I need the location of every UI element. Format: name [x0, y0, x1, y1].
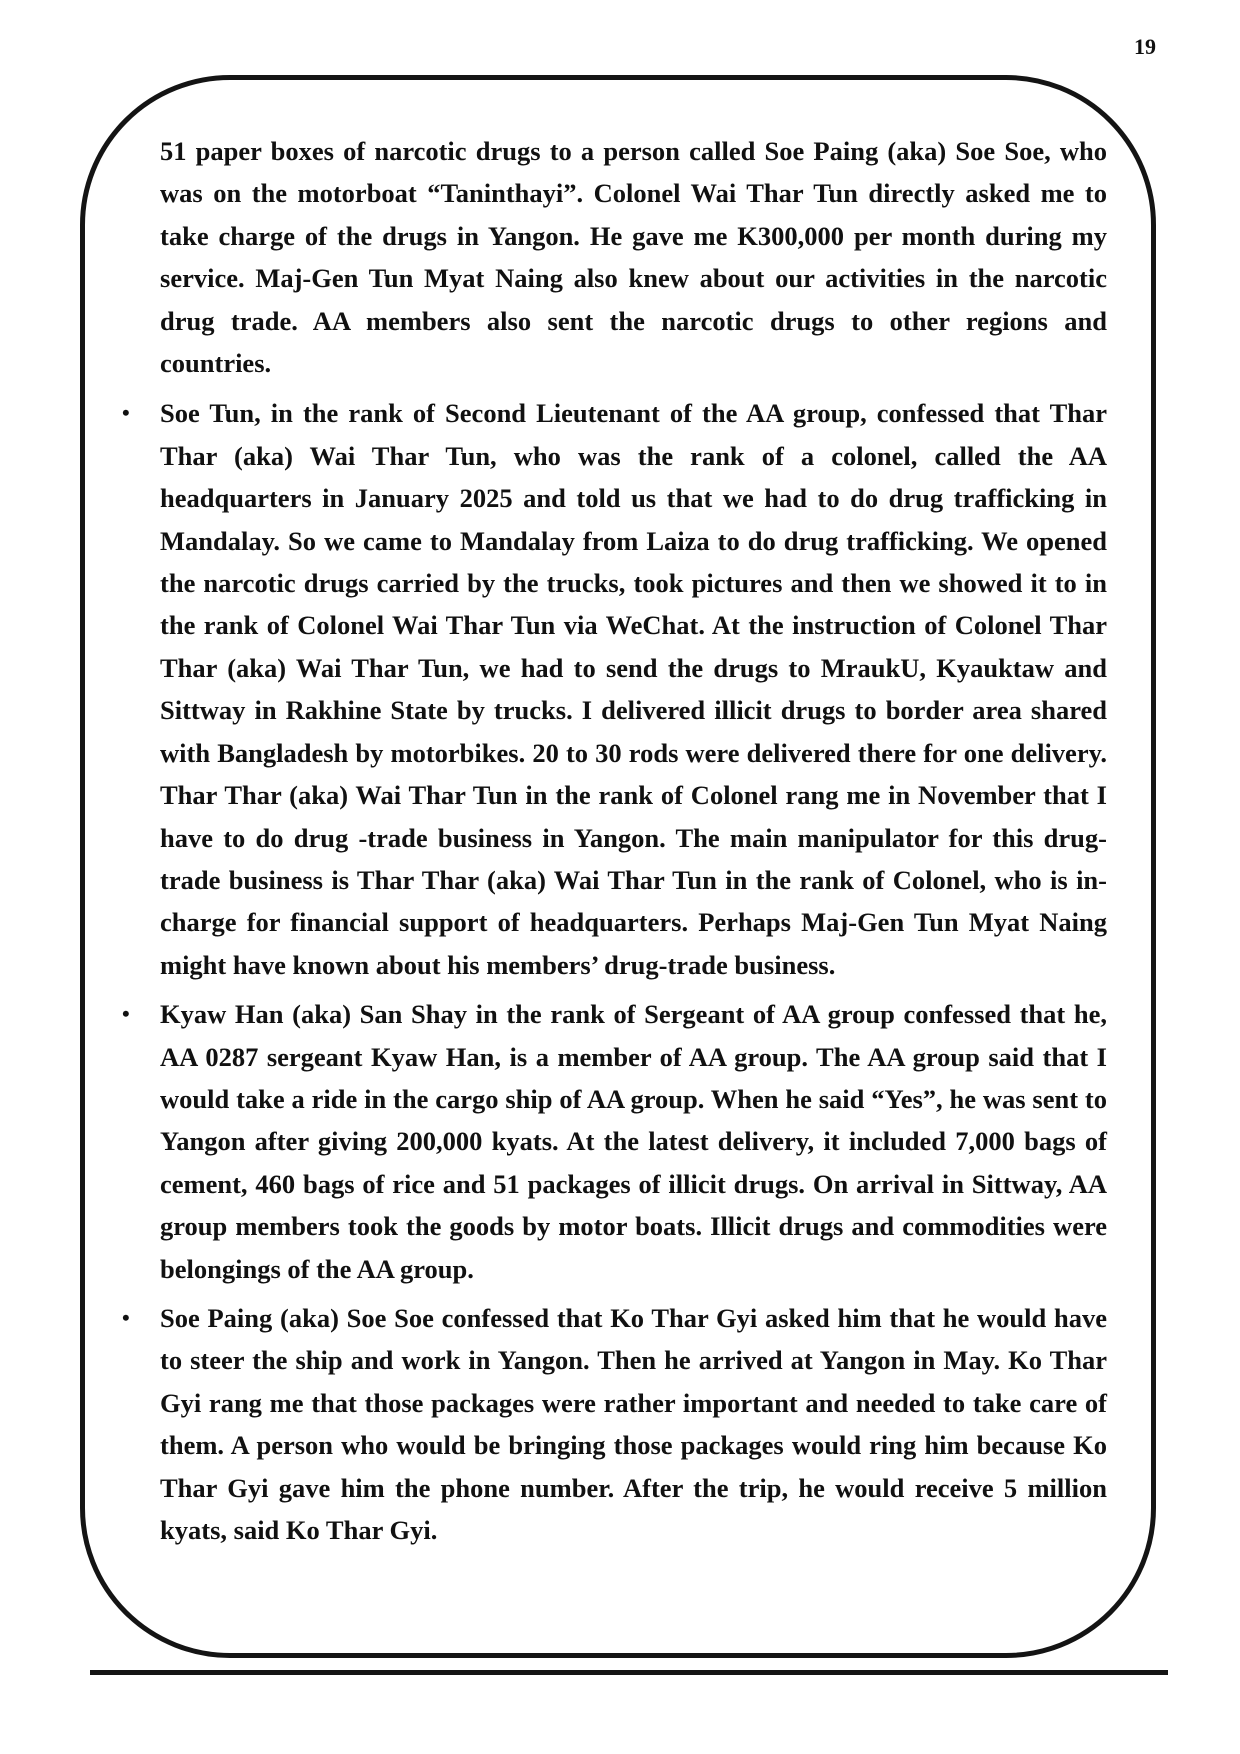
list-item — [122, 993, 1107, 1290]
opening-paragraph: 51 paper boxes of narcotic drugs to a person called Soe Paing (aka) Soe Soe, who was on the motorboat “Taninthayi”. Colonel Wai Thar Tun directly asked me to take charge of the drugs in Yangon. He gave me K300,000 per month during my service. Maj-Gen Tun Myat Naing also knew about our activities in the narcotic drug trade. AA members also sent the narcotic drugs to other regions and countries. — [160, 136, 1107, 379]
list-item — [122, 392, 1107, 986]
confession-list — [122, 392, 1107, 1551]
bullet-icon: • — [122, 1001, 130, 1027]
bullet-icon: • — [122, 1304, 130, 1330]
bullet-icon: • — [122, 400, 130, 426]
document-body — [122, 130, 1107, 1558]
list-item-text: Soe Paing (aka) Soe Soe confessed that Ko Thar Gyi asked him that he would have to steer the ship and work in Yangon. Then he arrived at Yangon in May. Ko Thar Gyi rang me that those packages were rather important and needed to take care of them. A person who would be bringing those packages would ring him because Ko Thar Gyi gave him the phone number. After the trip, he would receive 5 million kyats, said Ko Thar Gyi. — [160, 1302, 1107, 1545]
list-item — [122, 1297, 1107, 1551]
footer-rule — [90, 1670, 1168, 1675]
list-item-text: Soe Tun, in the rank of Second Lieutenant of the AA group, confessed that Thar Thar (aka) Wai Thar Tun, who was the rank of a colonel, called the AA headquarters in January 2025 and told us that we had to do drug trafficking in Mandalay. So we came to Mandalay from Laiza to do drug trafficking. We opened the narcotic drugs carried by the trucks, took pictures and then we showed it to in the rank of Colonel Wai Thar Tun via WeChat. At the instruction of Colonel Thar Thar (aka) Wai Thar Tun, we had to send the drugs to MraukU, Kyauktaw and Sittway in Rakhine State by trucks. I delivered illicit drugs to border area shared with Bangladesh by motorbikes. 20 to 30 rods were delivered there for one delivery. Thar Thar (aka) Wai Thar Tun in the rank of Colonel rang me in November that I have to do drug -trade business in Yangon. The main manipulator for this drug-trade business is Thar Thar (aka) Wai Thar Tun in the rank of Colonel, who is in-charge for financial support of headquarters. Perhaps Maj-Gen Tun Myat Naing might have known about his members’ drug-trade business. — [160, 398, 1107, 980]
list-item-text: Kyaw Han (aka) San Shay in the rank of Sergeant of AA group confessed that he, AA 0287 sergeant Kyaw Han, is a member of AA group. The AA group said that I would take a ride in the cargo ship of AA group. When he said “Yes”, he was sent to Yangon after giving 200,000 kyats. At the latest delivery, it included 7,000 bags of cement, 460 bags of rice and 51 packages of illicit drugs. On arrival in Sittway, AA group members took the goods by motor boats. Illicit drugs and commodities were belongings of the AA group. — [160, 999, 1107, 1284]
page-number: 19 — [1134, 34, 1156, 59]
